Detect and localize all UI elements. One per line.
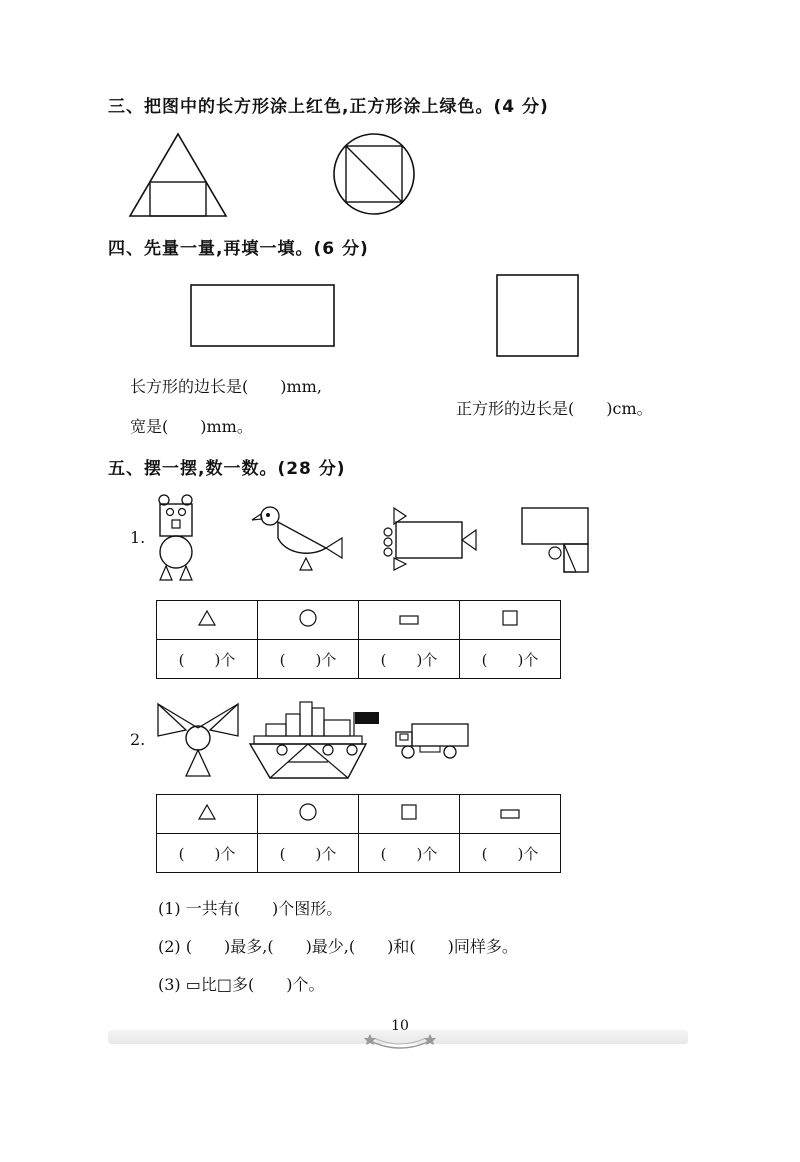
question-1: (1) 一共有( )个图形。: [158, 899, 343, 918]
square-count-cell[interactable]: ( )个: [359, 834, 460, 873]
problem-2-table: [156, 794, 561, 873]
question-3: (3) ▭比□多( )个。: [158, 975, 325, 994]
triangle-count-cell[interactable]: ( )个: [157, 640, 258, 679]
triangle-with-rectangle-figure: [128, 132, 228, 218]
circle-header-cell: [258, 795, 359, 834]
triangle-icon: [198, 804, 216, 820]
block-figure: [520, 506, 592, 574]
rectangle-header-cell: [359, 601, 460, 640]
circle-header-cell: [258, 601, 359, 640]
section-4-heading: 四、先量一量,再填一填。(6 分): [108, 239, 369, 259]
square-side-text: 正方形的边长是( )cm。: [456, 399, 653, 418]
triangle-header-cell: [157, 795, 258, 834]
circle-icon: [299, 609, 317, 627]
page-number: 10: [391, 1018, 409, 1034]
circle-count-cell[interactable]: ( )个: [258, 640, 359, 679]
rectangle-count-cell[interactable]: ( )个: [460, 834, 561, 873]
rectangle-icon: [399, 615, 419, 625]
angel-figure: [156, 700, 240, 780]
robot-figure: [152, 494, 210, 586]
truck-figure: [392, 718, 472, 764]
rectangle-length-text: 长方形的边长是( )mm,: [130, 377, 322, 396]
rectangle-to-measure: [190, 284, 336, 348]
circle-with-square-figure: [332, 132, 416, 216]
ship-figure: [248, 700, 384, 782]
triangle-icon: [198, 610, 216, 626]
table-header-row: [157, 795, 561, 834]
square-header-cell: [359, 795, 460, 834]
square-header-cell: [460, 601, 561, 640]
square-icon: [502, 610, 518, 626]
rectangle-icon: [500, 809, 520, 819]
square-icon: [401, 804, 417, 820]
table-answer-row: [157, 834, 561, 873]
rectangle-header-cell: [460, 795, 561, 834]
circle-count-cell[interactable]: ( )个: [258, 834, 359, 873]
table-answer-row: [157, 640, 561, 679]
question-2: (2) ( )最多,( )最少,( )和( )同样多。: [158, 937, 518, 956]
problem-2-number: 2.: [130, 730, 146, 749]
rectangle-width-text: 宽是( )mm。: [130, 417, 253, 436]
bird-figure: [250, 504, 346, 576]
square-count-cell[interactable]: ( )个: [460, 640, 561, 679]
table-header-row: [157, 601, 561, 640]
section-5-heading: 五、摆一摆,数一数。(28 分): [108, 459, 346, 479]
triangle-header-cell: [157, 601, 258, 640]
problem-1-table: [156, 600, 561, 679]
section-3-heading: 三、把图中的长方形涂上红色,正方形涂上绿色。(4 分): [108, 97, 549, 117]
problem-1-number: 1.: [130, 528, 146, 547]
square-to-measure: [496, 274, 580, 358]
circle-icon: [299, 803, 317, 821]
triangle-count-cell[interactable]: ( )个: [157, 834, 258, 873]
fish-figure: [380, 506, 480, 572]
rectangle-count-cell[interactable]: ( )个: [359, 640, 460, 679]
